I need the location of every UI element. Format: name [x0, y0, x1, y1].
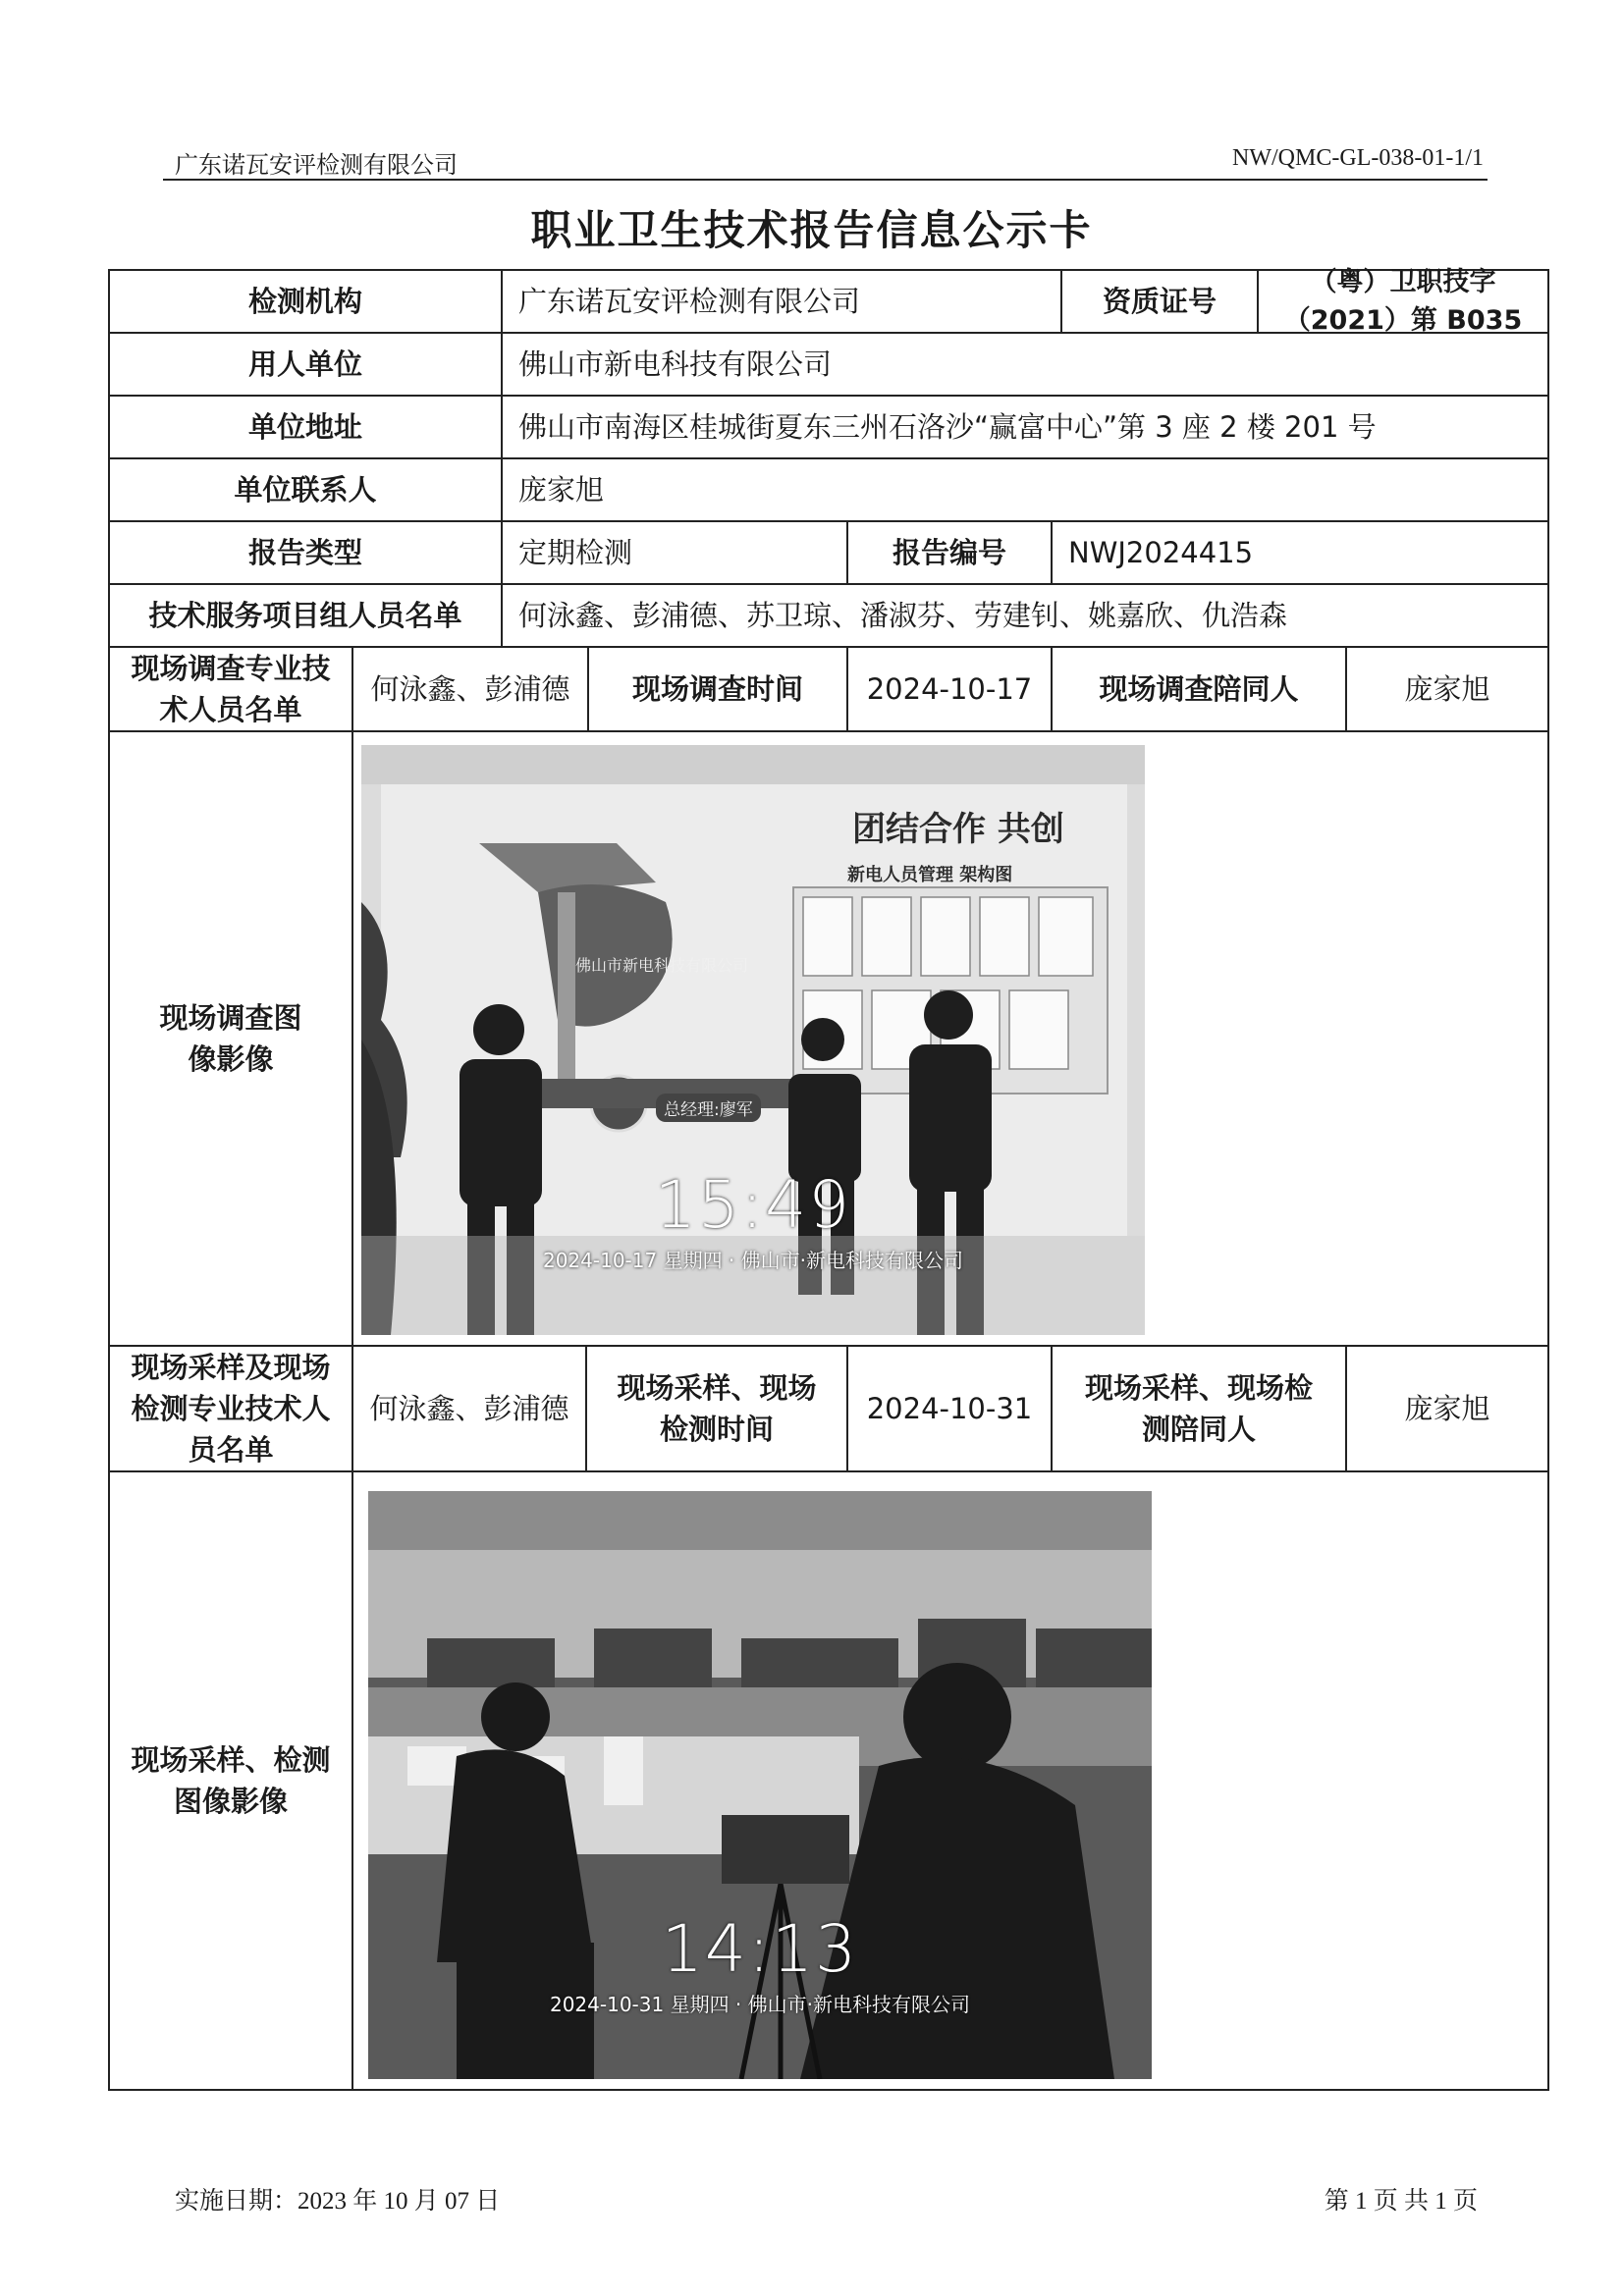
survey-companion-label: 现场调查陪同人	[1053, 648, 1347, 732]
contact-value: 庞家旭	[503, 459, 1547, 522]
wall-slogan: 团结合作 共创	[852, 810, 1064, 849]
page-title: 职业卫生技术报告信息公示卡	[530, 206, 1093, 254]
org-board-title: 新电人员管理 架构图	[847, 865, 1013, 885]
cert-value: （粤）卫职技字（2021）第 B035	[1259, 271, 1547, 334]
sampling-companion-label: 现场采样、现场检测陪同人	[1053, 1347, 1347, 1472]
cert-label: 资质证号	[1062, 271, 1259, 334]
sampling-photo-timestamp	[368, 1911, 1152, 2017]
sampling-companion-value: 庞家旭	[1347, 1347, 1547, 1472]
survey-image-label: 现场调查图像影像	[110, 732, 353, 1347]
team-value: 何泳鑫、彭浦德、苏卫琼、潘淑芬、劳建钊、姚嘉欣、仇浩森	[503, 585, 1547, 648]
address-value: 佛山市南海区桂城街夏东三州石洛沙“赢富中心”第 3 座 2 楼 201 号	[503, 397, 1547, 459]
sampling-photo-date-location: 2024-10-31 星期四 · 佛山市·新电科技有限公司	[549, 1993, 971, 2016]
footer-page-number: 第 1 页 共 1 页	[1324, 2188, 1478, 2215]
team-label: 技术服务项目组人员名单	[110, 585, 503, 648]
survey-staff-value: 何泳鑫、彭浦德	[353, 648, 589, 732]
survey-photo-timestamp	[361, 1167, 1145, 1273]
survey-time-label: 现场调查时间	[589, 648, 848, 732]
employer-label: 用人单位	[110, 334, 503, 397]
header-doc-code: NW/QMC-GL-038-01-1/1	[1232, 145, 1484, 171]
sampling-time-value: 2024-10-31	[848, 1347, 1053, 1472]
sampling-photo	[368, 1491, 1152, 2079]
agency-value: 广东诺瓦安评检测有限公司	[503, 271, 1062, 334]
report-type-value: 定期检测	[503, 522, 848, 585]
sampling-photo-time: 14:13	[661, 1911, 859, 1987]
sampling-time-label: 现场采样、现场检测时间	[587, 1347, 848, 1472]
employer-value: 佛山市新电科技有限公司	[503, 334, 1547, 397]
survey-companion-value: 庞家旭	[1347, 648, 1547, 732]
survey-photo	[361, 745, 1145, 1335]
report-type-label: 报告类型	[110, 522, 503, 585]
report-no-label: 报告编号	[848, 522, 1053, 585]
survey-staff-label: 现场调查专业技术人员名单	[110, 648, 353, 732]
address-label: 单位地址	[110, 397, 503, 459]
sampling-staff-label: 现场采样及现场检测专业技术人员名单	[110, 1347, 353, 1472]
sampling-image-label: 现场采样、检测图像影像	[110, 1472, 353, 2089]
badge-text: 总经理:廖军	[656, 1094, 761, 1122]
contact-label: 单位联系人	[110, 459, 503, 522]
header-company: 广东诺瓦安评检测有限公司	[175, 151, 458, 179]
agency-label: 检测机构	[110, 271, 503, 334]
header-rule	[163, 179, 1488, 181]
sampling-staff-value: 何泳鑫、彭浦德	[353, 1347, 587, 1472]
survey-photo-date-location: 2024-10-17 星期四 · 佛山市·新电科技有限公司	[542, 1249, 964, 1272]
footer-effective-date: 实施日期：2023 年 10 月 07 日	[175, 2188, 501, 2215]
banner-text: 佛山市新电科技有限公司	[575, 956, 749, 975]
survey-photo-time: 15:49	[654, 1167, 852, 1243]
survey-time-value: 2024-10-17	[848, 648, 1053, 732]
report-no-value: NWJ2024415	[1053, 522, 1547, 585]
